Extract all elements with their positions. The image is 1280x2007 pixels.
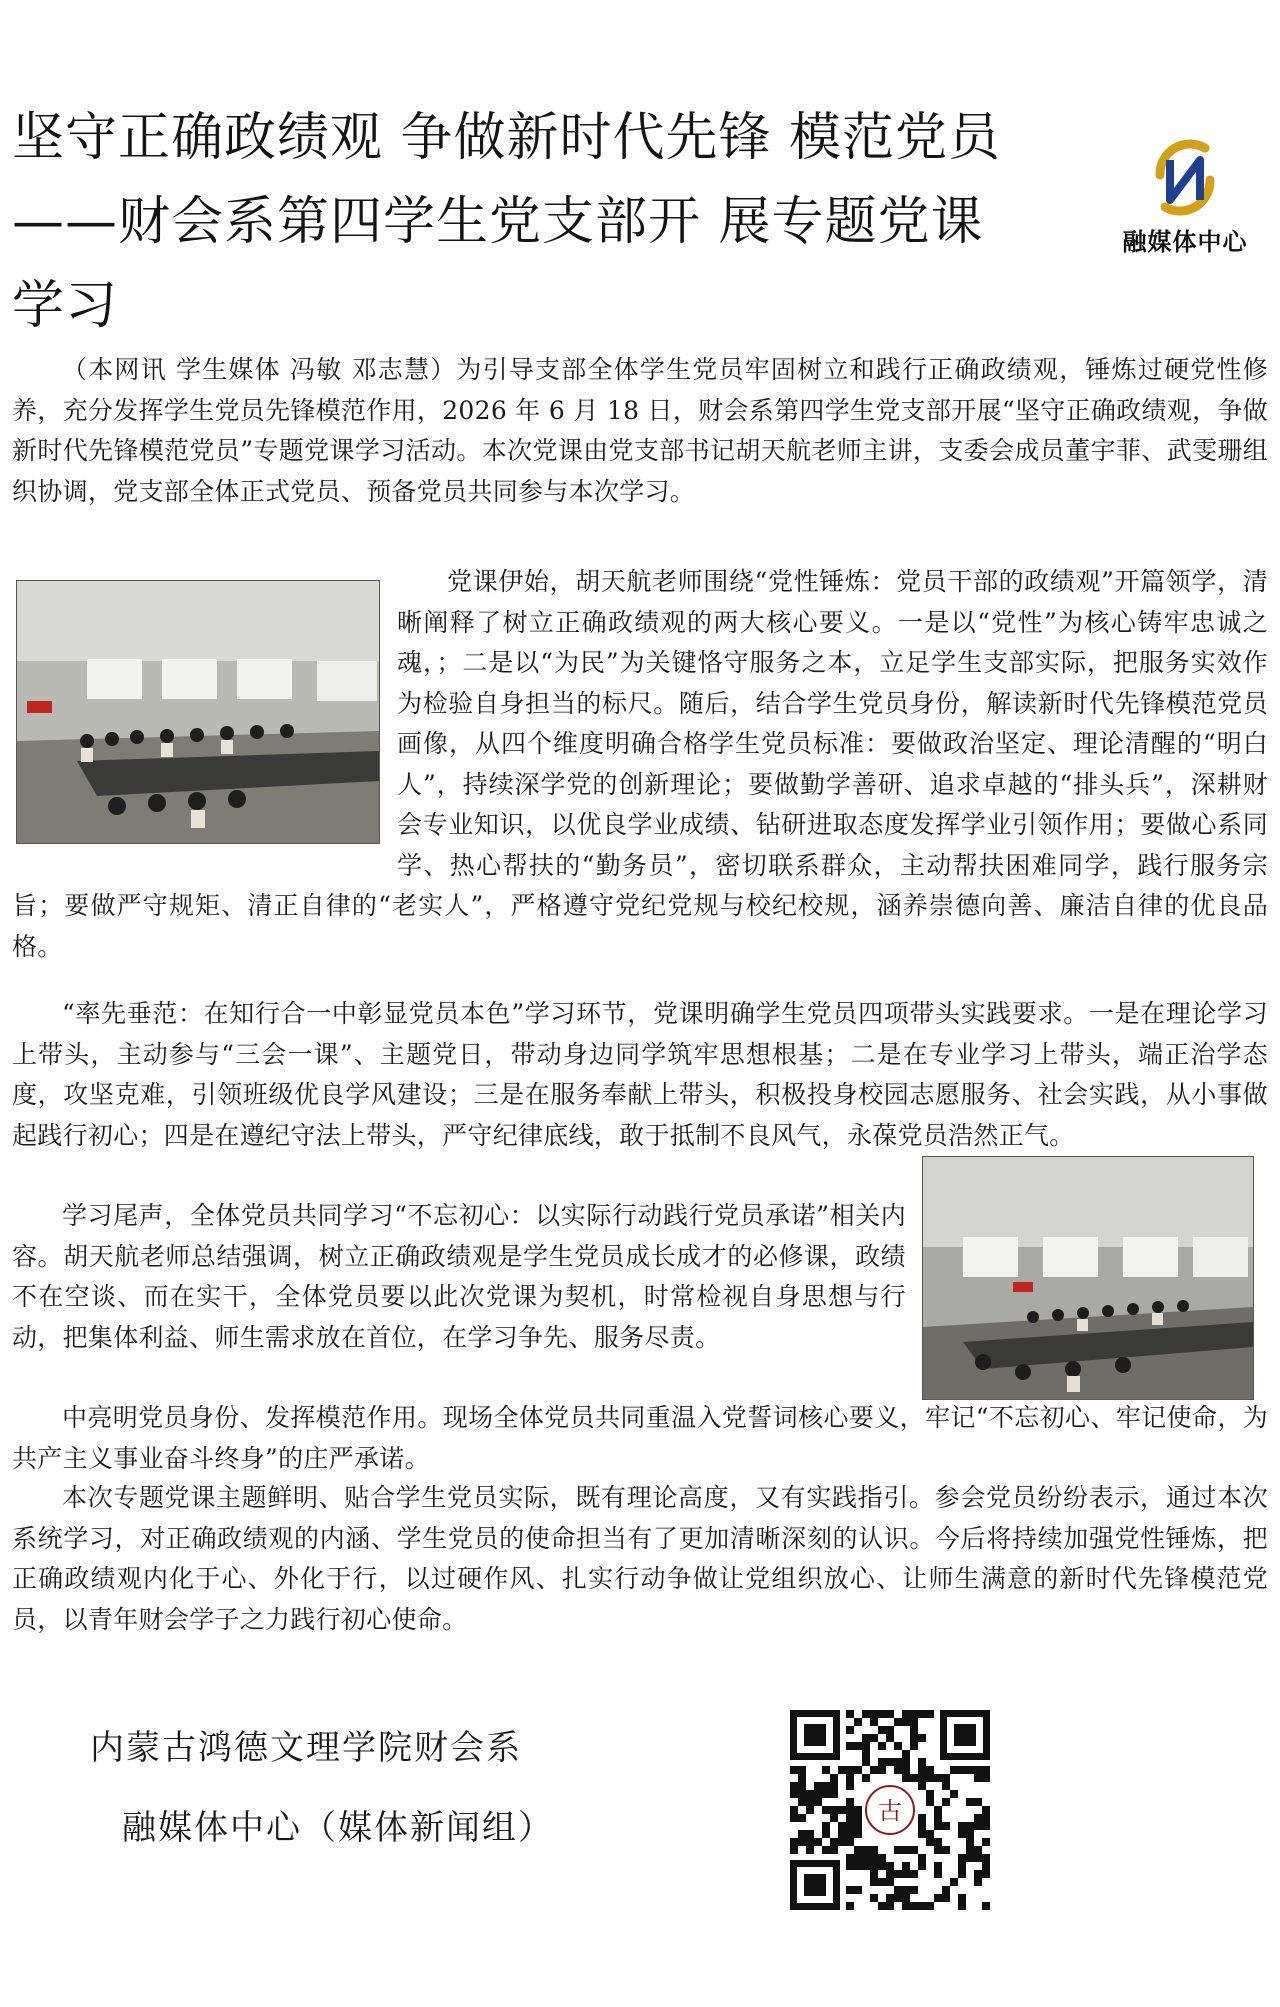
paragraph-closing: 学习尾声，全体党员共同学习“不忘初心：以实际行动践行党员承诺”相关内容。胡天航老师总结强调，树立正确政绩观是学生党员成长成才的必修课，政绩不在空谈、而在实干，全体党员要以此次党课为契机，时常检视自身思想与行动，把集体利益、师生需求放在首位，在学习争先、服务尽责。 bbox=[12, 1201, 906, 1352]
paragraph-lecture: 党课伊始，胡天航老师围绕“党性锤炼：党员干部的政绩观”开篇领学，清晰阐释了树立正确政绩观的两大核心要义。一是以“党性”为核心铸牢忠诚之魂，；二是以“为民”为关键恪守服务之本，立足学生支部实际，把服务实效作为检验自身担当的标尺。随后，结合学生党员身份，解读新时代先锋模范党员画像，从四个维度明确合格学生党员标准：要做政治坚定、理论清醒的“明白人”，持续深学党的创新理论；要做勤学善研、追求卓越的“排头兵”，深耕财会专业知识，以优良学业成绩、钻研进取态度发挥学业引领作用；要做心系同学、热心帮扶的“勤务员”，密切联系群众，主动帮扶困难同学，践行服务宗旨；要做严守规矩、清正自律的“老实人”，严格遵守党纪党规与校纪校规，涵养崇德向善、廉洁自律的优良品格。 bbox=[12, 567, 1268, 961]
qr-center-emblem: 古 bbox=[878, 1797, 902, 1825]
footer-department: 融媒体中心（媒体新闻组） bbox=[122, 1808, 554, 1848]
paragraph-intro: （本网讯 学生媒体 冯敏 邓志慧）为引导支部全体学生党员牢固树立和践行正确政绩观，锤炼过硬党性修养，充分发挥学生党员先锋模范作用，2026 年 6 月 18 日，财会系第四学生党支部开展“坚守正确政绩观，争做新时代先锋模范党员”专题党课学习活动。本次党课由党支部书记胡天航老师主讲，支委会成员董宇菲、武雯珊组织协调，党支部全体正式党员、预备党员共同参与本次学习。 bbox=[12, 355, 1268, 506]
paragraph-summary: 本次专题党课主题鲜明、贴合学生党员实际，既有理论高度，又有实践指引。参会党员纷纷表示，通过本次系统学习，对正确政绩观的内涵、学生党员的使命担当有了更加清晰深刻的认识。今后将持续加强党性锤炼，把正确政绩观内化于心、外化于行，以过硬作风、扎实行动争做让党组织放心、让师生满意的新时代先锋模范党员，以青年财会学子之力践行初心使命。 bbox=[12, 1483, 1268, 1634]
media-center-logo bbox=[1110, 130, 1260, 270]
paragraph-oath: 中亮明党员身份、发挥模范作用。现场全体党员共同重温入党誓词核心要义，牢记“不忘初心、牢记使命，为共产主义事业奋斗终身”的庄严承诺。 bbox=[12, 1403, 1268, 1473]
paragraph-practice: “率先垂范：在知行合一中彰显党员本色”学习环节，党课明确学生党员四项带头实践要求。一是在理论学习上带头，主动参与“三会一课”、主题党日，带动身边同学筑牢思想根基；二是在专业学习上带头，端正治学态度，攻坚克难，引领班级优良学风建设；三是在服务奉献上带头，积极投身校园志愿服务、社会实践，从小事做起践行初心；四是在遵纪守法上带头，严守纪律底线，敢于抵制不良风气，永葆党员浩然正气。 bbox=[12, 999, 1268, 1150]
meeting-photo-2-image bbox=[923, 1157, 1253, 1399]
paragraph-lecture-wrap bbox=[12, 562, 1268, 992]
media-center-logo-icon bbox=[1110, 130, 1260, 225]
qr-code[interactable] bbox=[790, 1710, 990, 1910]
qr-code-image bbox=[790, 1710, 990, 1910]
meeting-photo-2 bbox=[922, 1156, 1254, 1400]
article-title: 坚守正确政绩观 争做新时代先锋 模范党员——财会系第四学生党支部开 展专题党课学习 bbox=[12, 108, 1002, 336]
logo-caption: 融媒体中心 bbox=[1122, 228, 1248, 256]
footer-organization: 内蒙古鸿德文理学院财会系 bbox=[90, 1728, 522, 1768]
